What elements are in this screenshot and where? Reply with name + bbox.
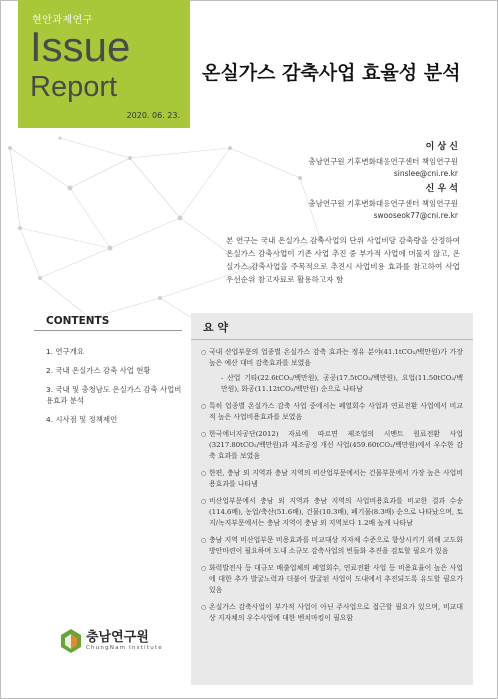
summary-subitem: - 산업 기타(22.6tCO₂/백만원), 공공(17.5tCO₂/백만원), 요업(11.50tCO₂/백만원), 화공(11.12tCO₂/백만원) 순으로 나타남 [221,374,463,393]
contents-item: 4. 시사점 및 정책제언 [46,415,118,424]
intro-paragraph: 본 연구는 국내 온실가스 감축사업의 단위 사업비당 감축량을 산정하여 온실가스 감축사업이 기존 사업 추진 중 부가적 사업에 머물지 않고, 온실가스 감축사업을 주목적으로 추진시 사업비용 효과를 참고하여 사업 우선순위 참고자료로 활용하고자 함 [226,236,460,284]
author-name: 이 상 신 [425,142,458,152]
summary-item: ○ 한편, 충남 외 지역과 충남 지역의 비산업부문에서는 건물부문에서 가장 높은 사업비용효과를 나타냄 [201,468,463,490]
contents-divider [34,330,182,331]
summary-item: ○ 특히 업종별 온실가스 감축 사업 중에서는 폐열회수 사업과 연료전환 사업에서 비교적 높은 사업비용효과를 보였음 [201,401,463,423]
author-affiliation: 충남연구원 기후변화대응연구센터 책임연구원 [308,157,458,166]
summary-item: ○ 국내 산업부문의 업종별 온실가스 감축 효과는 정유 분야(41.1tCO₂/백만원)가 가장 높은 예산 대비 감축효과를 보였음 [201,347,463,369]
summary-item: ○ 한국에너지공단(2012) 자료에 따르면 제조업의 시멘트 원료전환 사업(3217.80tCO₂/백만원)과 제조공정 개선 사업(459.60tCO₂/백만원)에서 우수한 감축 효과를 보였음 [201,429,463,462]
author-affiliation: 충남연구원 기후변화대응연구센터 책임연구원 [308,199,458,208]
summary-item: ○ 비산업부문에서 충남 외 지역과 충남 지역의 사업비용효과를 비교한 결과 수송(114.6배), 농업/축산(51.6배), 건물(10.3배), 폐기물(8.3배) 순으로 나타났으며, 토지/녹지부문에서는 충남 지역이 충남 외 지역보다 1.2배 높게 나타남 [201,496,463,529]
contents-item: 3. 국내 및 충청남도 온실가스 감축 사업비용효과 분석 [46,385,182,405]
summary-divider [191,339,473,340]
report-title: 온실가스 감축사업 효율성 분석 [202,62,461,84]
institute-logo [60,626,200,666]
issue-label: Issue [30,23,131,70]
series-label: 현안과제연구 [32,15,93,26]
summary-box [191,313,473,685]
logo-mark-icon [60,628,82,654]
author-name: 신 우 석 [425,184,458,194]
summary-list [201,347,463,630]
summary-heading: 요 약 [203,321,229,334]
logo-name: 충남연구원 [86,630,149,645]
logo-english-name: ChungNam Institute [86,645,163,651]
author-2 [308,181,458,220]
summary-item: ○ 충남 지역 비산업부문 비용효과를 비교대상 지자체 수준으로 향상시키기 위해 고도화 방안마련이 필요하며 도내 소규모 감축사업의 번들화 추진을 검토할 필요가 있음 [201,535,463,557]
publish-date: 2020. 06. 23. [126,111,180,120]
summary-item: ○ 화력발전사 등 대규모 배출업체의 폐열회수, 연료전환 사업 등 비용효율이 높은 사업에 대한 추가 발굴노력과 더불어 발굴된 사업이 도내에서 추진되도록 유도할 필요가 있음 [201,563,463,596]
contents-item: 1. 연구개요 [46,347,84,356]
author-email[interactable]: swooseok77@cni.re.kr [373,211,458,220]
contents-list [46,346,184,433]
report-label: Report [30,71,118,103]
summary-item: ○ 온실가스 감축사업이 부가적 사업이 아닌 주사업으로 접근할 필요가 있으며, 비교대상 지자체의 우수사업에 대한 벤치마킹이 필요함 [201,602,463,624]
issue-banner [18,0,190,128]
author-email[interactable]: sinslee@cni.re.kr [393,169,458,178]
contents-item: 2. 국내 온실가스 감축 사업 현황 [46,366,151,375]
author-1 [308,139,458,178]
contents-heading: CONTENTS [46,315,110,327]
